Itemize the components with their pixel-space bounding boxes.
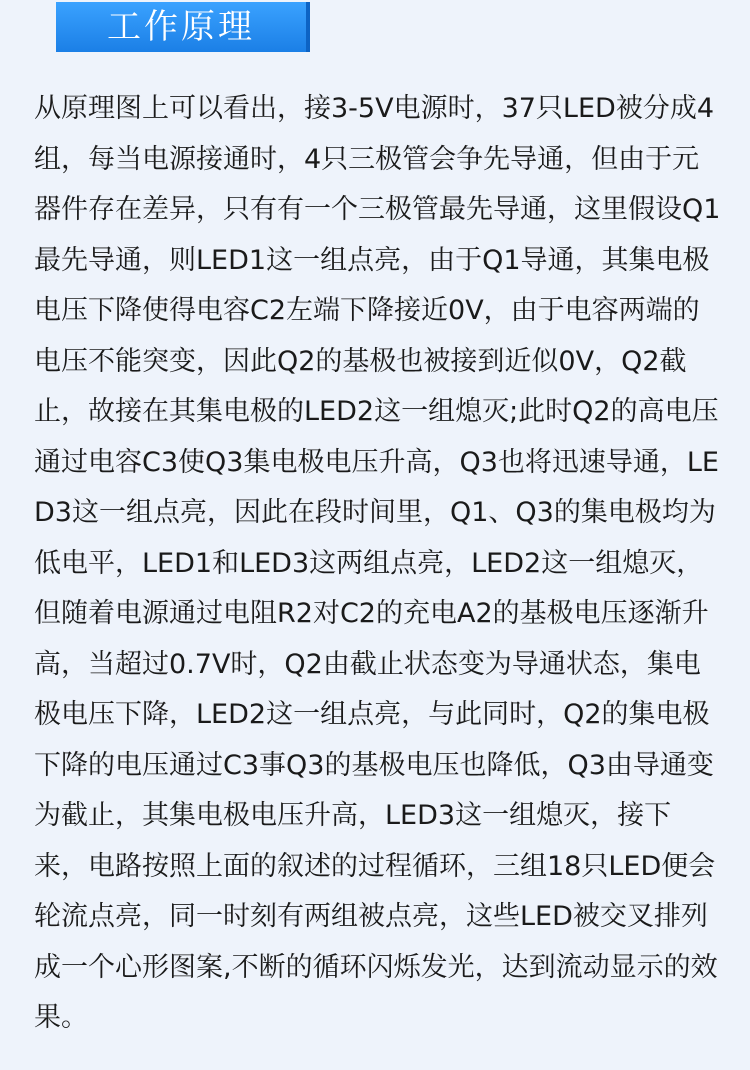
section-title-banner xyxy=(56,2,310,52)
section-title: 工作原理 xyxy=(107,7,255,47)
article-body: 从原理图上可以看出，接3-5V电源时，37只LED被分成4组，每当电源接通时，4只三极管会争先导通，但由于元器件存在差异，只有有一个三极管最先导通，这里假设Q1最先导通，则LED1这一组点亮，由于Q1导通，其集电极电压下降使得电容C2左端下降接近0V，由于电容两端的电压不能突变，因此Q2的基极也被接到近似0V，Q2截止，故接在其集电极的LED2这一组熄灭;此时Q2的高电压通过电容C3使Q3集电极电压升高，Q3也将迅速导通，LED3这一组点亮，因此在段时间里，Q1、Q3的集电极均为低电平，LED1和LED3这两组点亮，LED2这一组熄灭，但随着电源通过电阻R2对C2的充电A2的基极电压逐渐升高，当超过0.7V时，Q2由截止状态变为导通状态，集电极电压下降，LED2这一组点亮，与此同时，Q2的集电极下降的电压通过C3事Q3的基极电压也降低，Q3由导通变为截止，其集电极电压升高，LED3这一组熄灭，接下来，电路按照上面的叙述的过程循环，三组18只LED便会轮流点亮，同一时刻有两组被点亮，这些LED被交叉排列成一个心形图案,不断的循环闪烁发光，达到流动显示的效果。 xyxy=(34,93,721,1033)
